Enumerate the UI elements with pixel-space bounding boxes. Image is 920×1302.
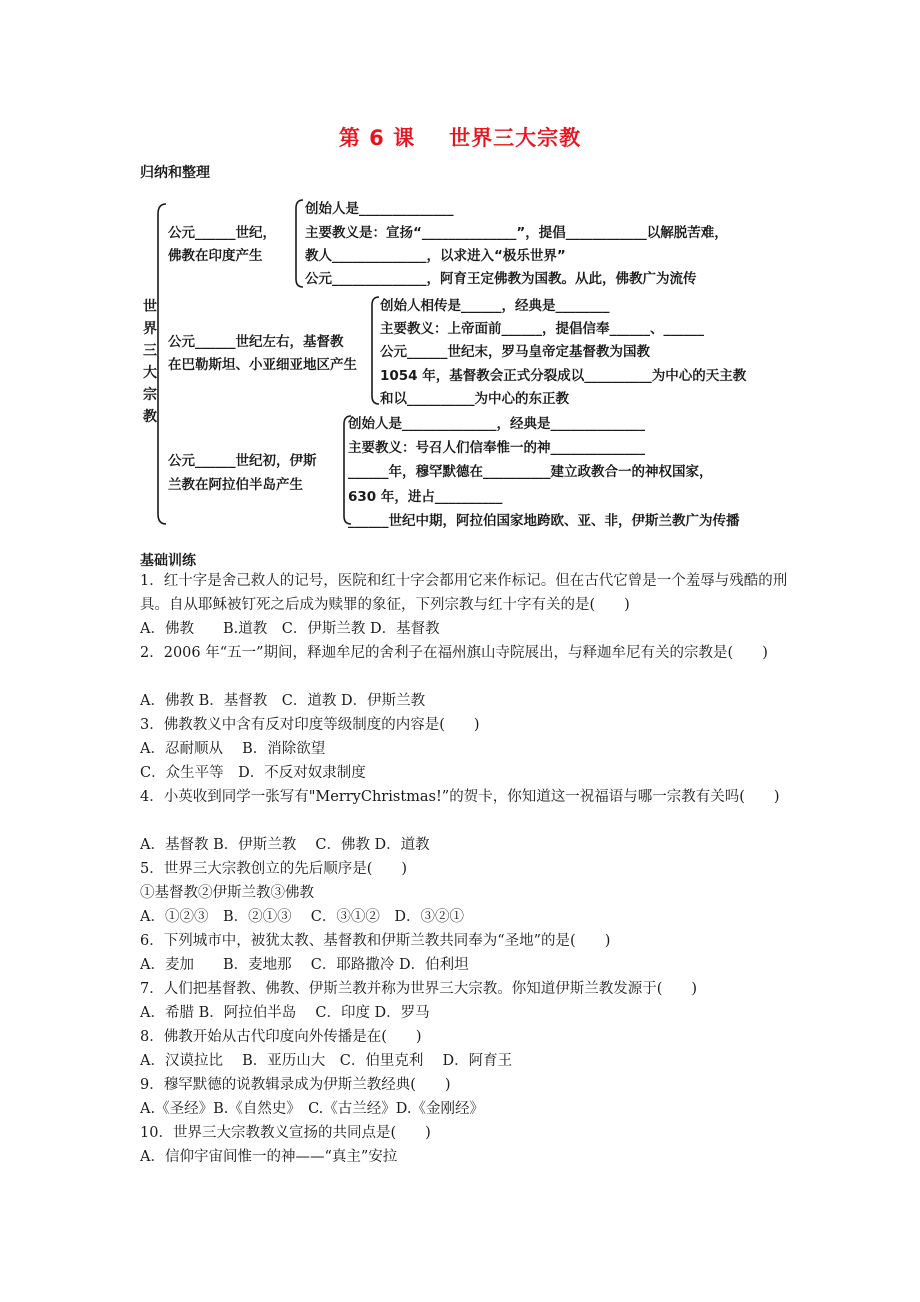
christianity-state: 公元______世纪末，罗马皇帝定基督教为国教	[380, 344, 650, 360]
root-char: 大	[143, 365, 157, 381]
christianity-split-2: 和以__________为中心的东正教	[380, 391, 569, 407]
option-line: A．佛教 B.道教 C．伊斯兰教 D．基督教	[140, 621, 440, 637]
islam-doctrine: 主要教义：号召人们信奉惟一的神______________	[348, 440, 645, 456]
question-text: 8．佛教开始从古代印度向外传播是在( )	[140, 1029, 422, 1045]
buddhism-origin-1: 公元______世纪，	[168, 225, 276, 241]
question-text: 10．世界三大宗教教义宣扬的共同点是( )	[140, 1125, 431, 1141]
option-line: A.《圣经》B.《自然史》 C.《古兰经》D.《金刚经》	[140, 1101, 484, 1117]
buddhism-origin-2: 佛教在印度产生	[168, 248, 263, 264]
option-line: A．佛教 B．基督教 C．道教 D．伊斯兰教	[140, 693, 426, 709]
question-text: 2．2006 年“五一”期间，释迦牟尼的舍利子在福州旗山寺院展出，与释迦牟尼有关的宗教是( )	[140, 645, 768, 661]
page-title: 第 6 课 世界三大宗教	[338, 126, 582, 150]
question-text: 4．小英收到同学一张写有"MerryChristmas!”的贺卡，你知道这一祝福语与哪一宗教有关吗( )	[140, 789, 780, 805]
option-line: A．信仰宇宙间惟一的神——“真主”安拉	[140, 1149, 398, 1165]
practice-heading: 基础训练	[140, 553, 196, 569]
question-text: 7．人们把基督教、佛教、伊斯兰教并称为世界三大宗教。你知道伊斯兰教发源于( )	[140, 981, 698, 997]
christianity-split-1: 1054 年，基督教会正式分裂成以__________为中心的天主教	[380, 368, 747, 384]
question-text: 9．穆罕默德的说教辑录成为伊斯兰教经典( )	[140, 1077, 451, 1093]
question-text: 5．世界三大宗教创立的先后顺序是( )	[140, 861, 408, 877]
buddhism-founder: 创始人是______________	[305, 201, 454, 217]
islam-spread: ______世纪中期，阿拉伯国家地跨欧、亚、非，伊斯兰教广为传播	[348, 513, 740, 529]
christianity-brace	[372, 297, 379, 404]
question-text: 6．下列城市中，被犹太教、基督教和伊斯兰教共同奉为“圣地”的是( )	[140, 933, 611, 949]
root-char: 教	[143, 409, 157, 425]
option-line: A．希腊 B．阿拉伯半岛 C．印度 D．罗马	[140, 1005, 430, 1021]
option-line: ①基督教②伊斯兰教③佛教	[140, 885, 314, 901]
christianity-origin-2: 在巴勒斯坦、小亚细亚地区产生	[168, 357, 357, 373]
question-text: 1．红十字是舍己救人的记号，医院和红十字会都用它来作标记。但在古代它曾是一个羞辱与残酷的刑具。自从耶稣被钉死之后成为赎罪的象征，下列宗教与红十字有关的是( )	[140, 573, 788, 613]
option-line: A．忍耐顺从 B．消除欲望	[140, 741, 326, 757]
option-line: A．麦加 B．麦地那 C．耶路撒冷 D．伯利坦	[140, 957, 469, 973]
islam-630: 630 年，进占__________	[348, 489, 503, 505]
buddhism-spread: 公元______________，阿育王定佛教为国教。从此，佛教广为流传	[305, 271, 697, 287]
islam-year: ______年，穆罕默德在__________建立政教合一的神权国家，	[348, 464, 713, 480]
christianity-origin-1: 公元______世纪左右，基督教	[168, 334, 344, 350]
islam-founder: 创始人是______________，经典是______________	[348, 416, 645, 432]
option-line: A．①②③ B．②①③ C．③①② D．③②①	[140, 909, 464, 925]
root-char: 三	[143, 343, 157, 359]
option-line: A．汉谟拉比 B．亚历山大 C．伯里克利 D．阿育王	[140, 1053, 513, 1069]
root-char: 宗	[143, 387, 157, 403]
islam-origin-2: 兰教在阿拉伯半岛产生	[168, 477, 303, 493]
question-text: 3．佛教教义中含有反对印度等级制度的内容是( )	[140, 717, 480, 733]
summary-heading: 归纳和整理	[140, 165, 210, 181]
main-brace	[158, 204, 166, 524]
buddhism-teach: 教人______________，以求进入“极乐世界”	[305, 248, 566, 264]
buddhism-doctrine: 主要教义是：宣扬“______________”，提倡____________以解脱苦难，	[305, 225, 728, 241]
root-char: 界	[143, 321, 157, 337]
option-line: A．基督教 B．伊斯兰教 C．佛教 D．道教	[140, 837, 430, 853]
root-char: 世	[143, 299, 157, 315]
christianity-doctrine: 主要教义：上帝面前______，提倡信奉______、______	[380, 321, 704, 337]
buddhism-brace	[296, 200, 303, 287]
option-line: C．众生平等 D．不反对奴隶制度	[140, 765, 366, 781]
christianity-founder: 创始人相传是______，经典是________	[380, 298, 610, 314]
islam-origin-1: 公元______世纪初，伊斯	[168, 453, 317, 469]
